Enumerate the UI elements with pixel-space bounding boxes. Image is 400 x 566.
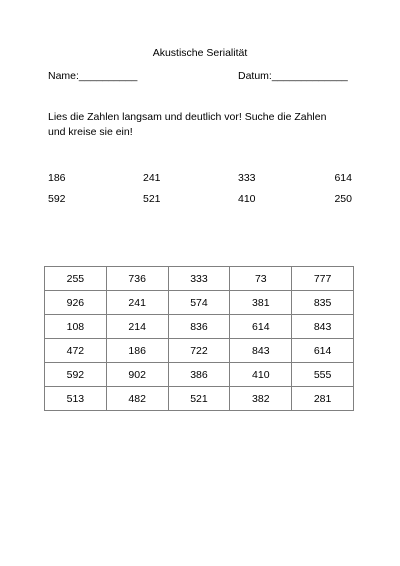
grid-cell[interactable]: 592 <box>45 363 107 387</box>
grid-cell[interactable]: 836 <box>168 315 230 339</box>
grid-cell[interactable]: 482 <box>106 387 168 411</box>
target-numbers <box>48 167 352 209</box>
grid-cell[interactable]: 521 <box>168 387 230 411</box>
grid-cell[interactable]: 281 <box>292 387 354 411</box>
grid-cell[interactable]: 614 <box>292 339 354 363</box>
grid-cell[interactable]: 73 <box>230 267 292 291</box>
grid-cell[interactable]: 472 <box>45 339 107 363</box>
table-row <box>45 267 354 291</box>
grid-cell[interactable]: 926 <box>45 291 107 315</box>
grid-cell[interactable]: 574 <box>168 291 230 315</box>
target-number: 521 <box>143 192 161 205</box>
table-row <box>45 363 354 387</box>
grid-cell[interactable]: 843 <box>230 339 292 363</box>
grid-cell[interactable]: 835 <box>292 291 354 315</box>
grid-cell[interactable]: 902 <box>106 363 168 387</box>
grid-cell[interactable]: 382 <box>230 387 292 411</box>
table-row <box>45 315 354 339</box>
grid-cell[interactable]: 381 <box>230 291 292 315</box>
name-field-label: Name:__________ <box>48 70 138 82</box>
target-row <box>48 167 352 188</box>
table-row <box>45 387 354 411</box>
search-grid <box>44 266 354 411</box>
grid-cell[interactable]: 386 <box>168 363 230 387</box>
grid-cell[interactable]: 333 <box>168 267 230 291</box>
grid-cell[interactable]: 513 <box>45 387 107 411</box>
grid-cell[interactable]: 108 <box>45 315 107 339</box>
target-number: 241 <box>143 171 161 184</box>
page-title: Akustische Serialität <box>152 47 248 59</box>
instructions-line-2: und kreise sie ein! <box>48 126 133 138</box>
grid-cell[interactable]: 214 <box>106 315 168 339</box>
table-row <box>45 291 354 315</box>
target-number: 614 <box>334 171 352 184</box>
grid-cell[interactable]: 736 <box>106 267 168 291</box>
grid-cell[interactable]: 255 <box>45 267 107 291</box>
grid-cell[interactable]: 614 <box>230 315 292 339</box>
target-row <box>48 188 352 209</box>
grid-cell[interactable]: 722 <box>168 339 230 363</box>
grid-cell[interactable]: 555 <box>292 363 354 387</box>
grid-cell[interactable]: 241 <box>106 291 168 315</box>
table-row <box>45 339 354 363</box>
target-number: 250 <box>334 192 352 205</box>
target-number: 333 <box>238 171 256 184</box>
grid-cell[interactable]: 843 <box>292 315 354 339</box>
grid-cell[interactable]: 186 <box>106 339 168 363</box>
target-number: 592 <box>48 192 66 205</box>
target-number: 186 <box>48 171 66 184</box>
date-field-label: Datum:_____________ <box>238 70 348 82</box>
instructions <box>48 110 358 140</box>
target-number: 410 <box>238 192 256 205</box>
instructions-line-1: Lies die Zahlen langsam und deutlich vor! Suche die Zahlen <box>48 111 327 123</box>
grid-cell[interactable]: 410 <box>230 363 292 387</box>
grid-cell[interactable]: 777 <box>292 267 354 291</box>
